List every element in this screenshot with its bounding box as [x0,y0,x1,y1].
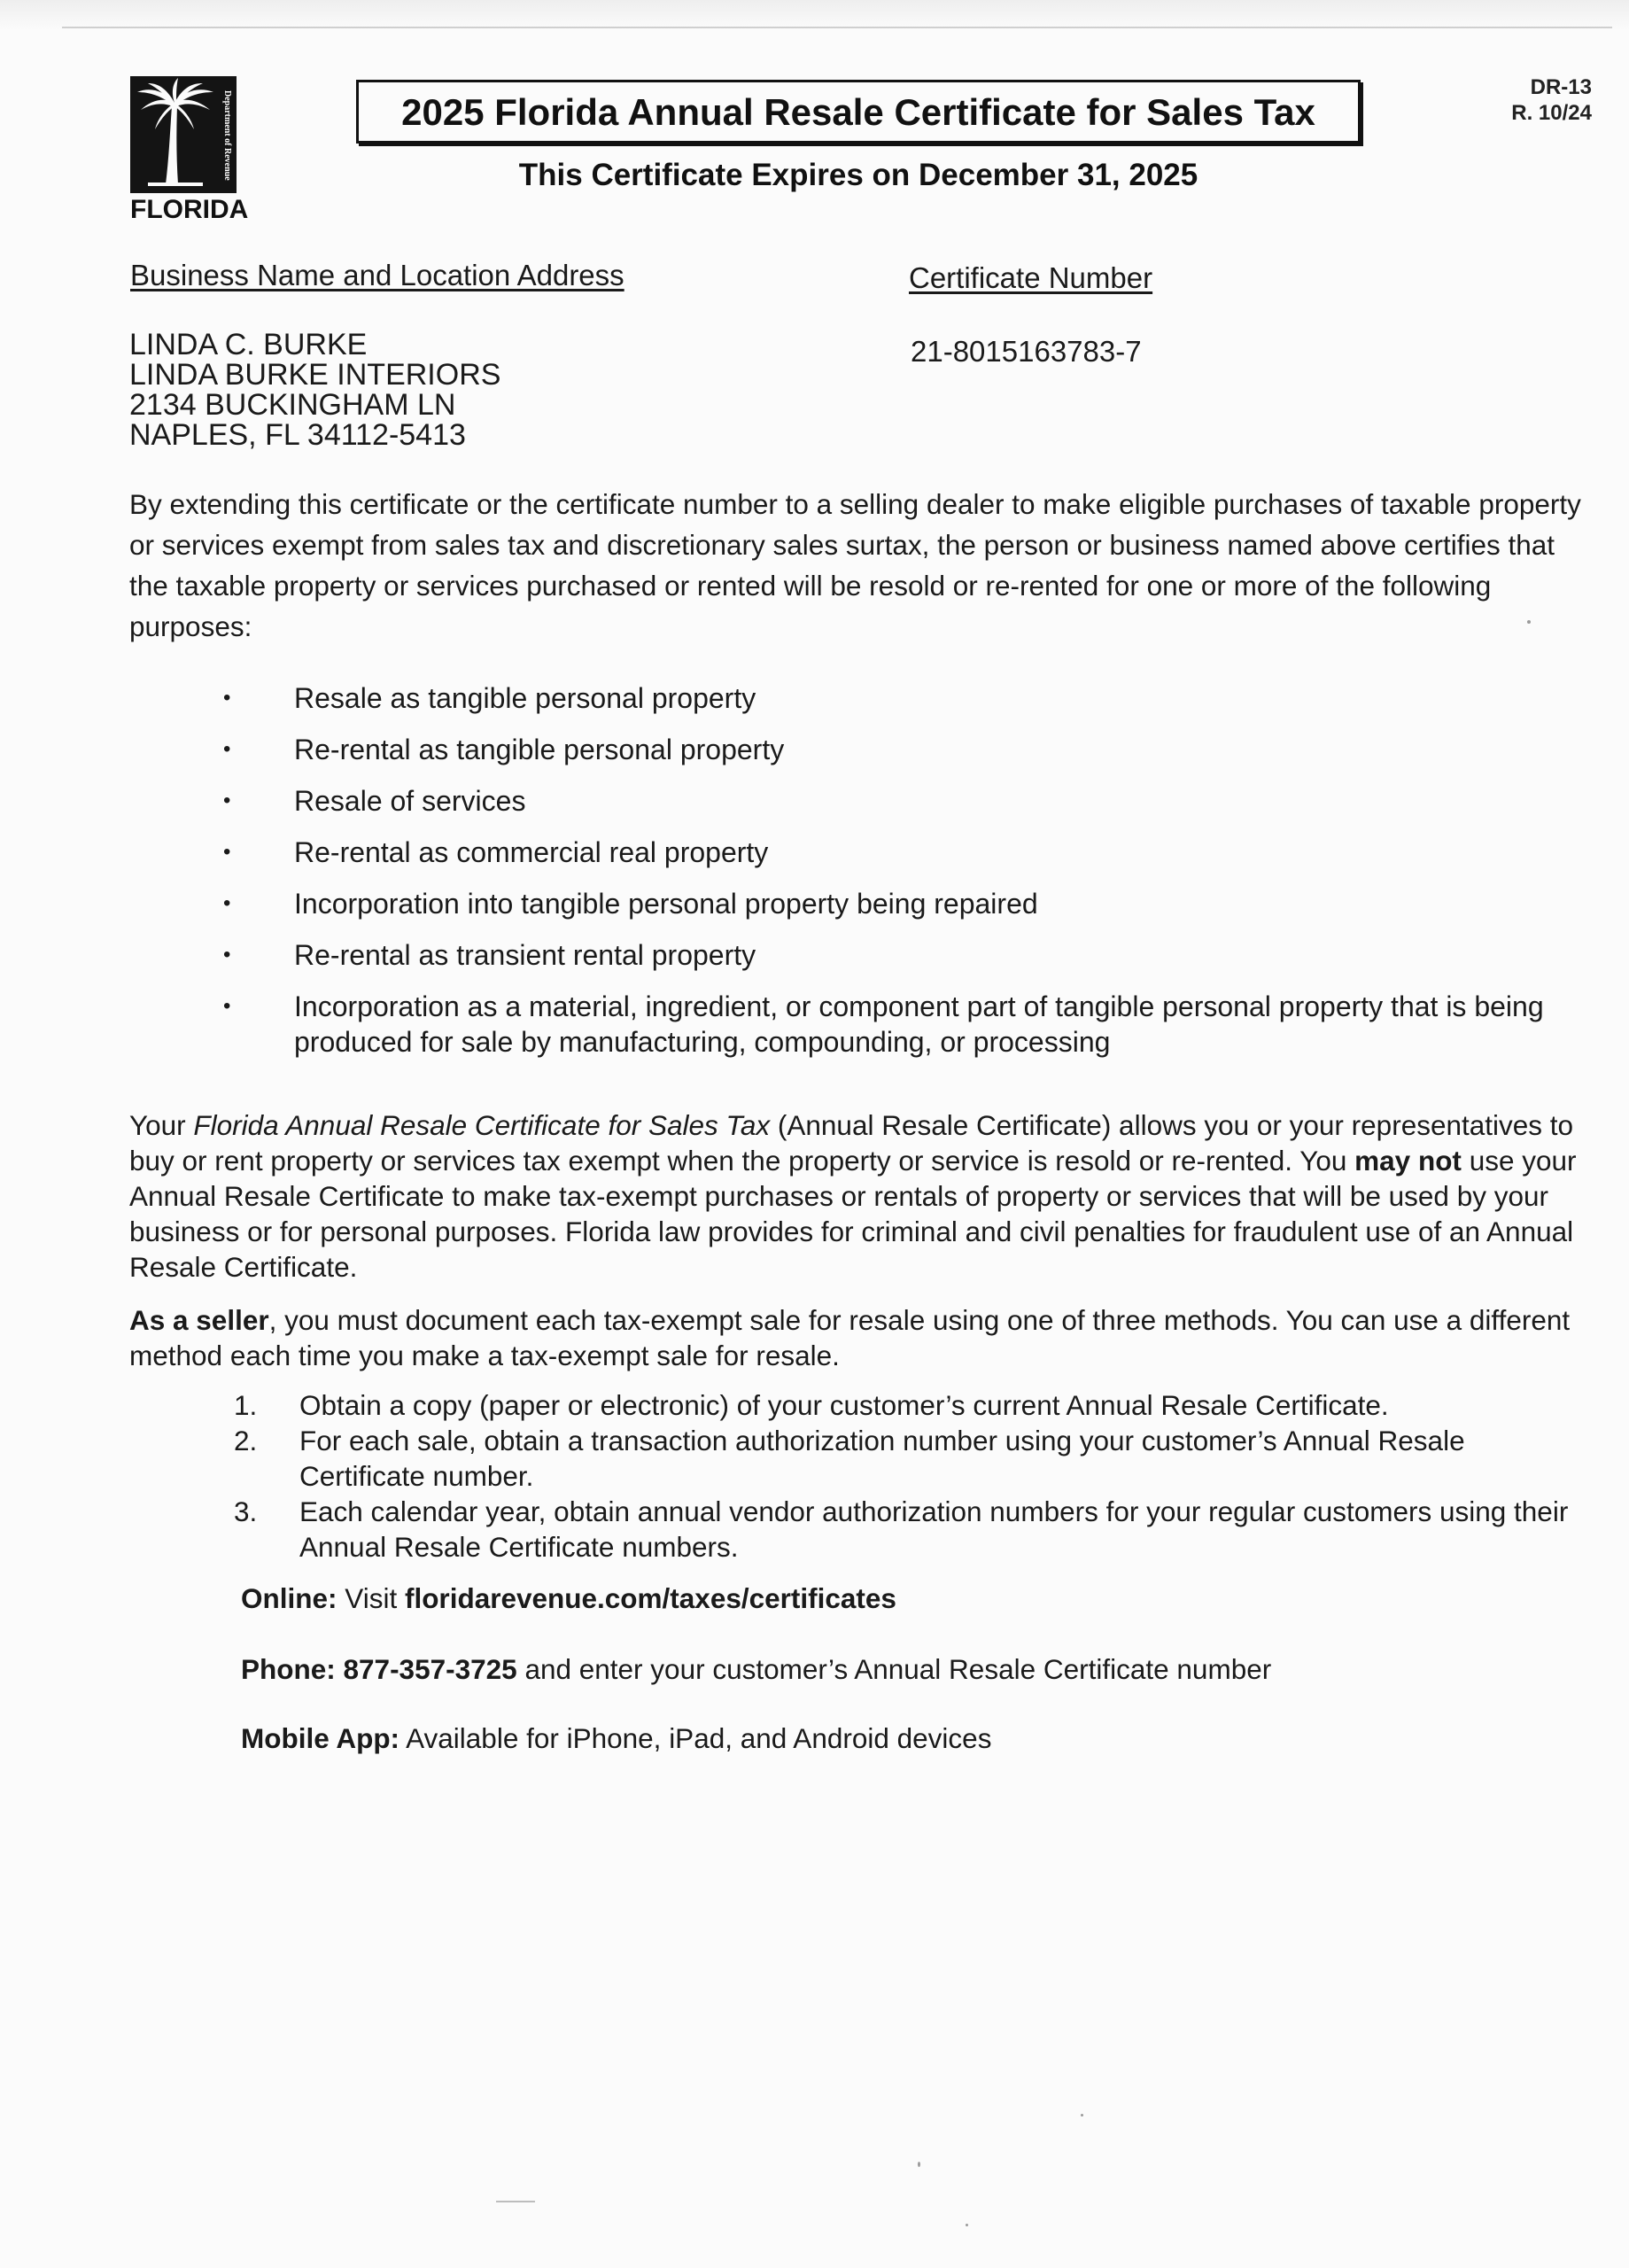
app-label: Mobile App: [241,1722,400,1754]
scan-top-line [62,27,1612,28]
intro-paragraph: By extending this certificate or the certificate number to a selling dealer to make eligible purchases of taxable property or services exempt from sales tax and discretionary sales surtax, the person or business named above certifies that the taxable property or services purchased or rented will be resold or re-rented for one or more of the following purposes: [129,488,1581,642]
usage-tail: use your Annual Resale Certificate to make tax-exempt purchases or rentals of property or services that will be used by your business or for personal purposes. Florida law provides for criminal and civil penalties for fraudulent use of an Annual Resale Certificate. [129,1145,1577,1283]
certificate-number-label: Certificate Number [909,261,1153,294]
scan-mark [496,2201,535,2202]
form-code [1511,74,1592,126]
method-number: 1. [234,1389,258,1421]
purpose-item: • Re-rental as transient rental property [223,937,1579,973]
purpose-item: • Incorporation into tangible personal property being repaired [223,886,1579,921]
method-number: 3. [234,1495,258,1527]
scan-top-edge [0,0,1629,30]
business-address-label: Business Name and Location Address [130,259,624,291]
form-number: DR-13 [1530,75,1592,99]
usage-lead: Your [129,1109,194,1141]
business-street: 2134 BUCKINGHAM LN [129,388,456,422]
purpose-item: • Resale of services [223,783,1579,819]
method-text: Obtain a copy (paper or electronic) of your customer’s current Annual Resale Certificate. [299,1389,1389,1421]
online-label: Online: [241,1582,337,1614]
purpose-item: • Re-rental as commercial real property [223,835,1579,870]
method-number: 2. [234,1425,258,1456]
scan-speck [966,2224,968,2226]
seller-lead: As a seller [129,1304,269,1336]
methods-list [234,1387,1598,1565]
contact-mobile-app [241,1722,991,1755]
phone-text: and enter your customer’s Annual Resale Certificate number [516,1653,1272,1685]
purpose-item: • Re-rental as tangible personal property [223,732,1579,767]
business-address [129,330,500,450]
scan-speck [918,2162,920,2167]
form-revision: R. 10/24 [1511,101,1592,125]
business-name: LINDA BURKE INTERIORS [129,358,501,392]
method-item [234,1423,1598,1494]
palm-tree-graphic [130,76,219,193]
purpose-item: • Incorporation as a material, ingredient, or component part of tangible personal property that is being produced for sale by manufacturing, compounding, or processing [223,989,1579,1060]
online-text: Visit [337,1582,405,1614]
title-box [356,80,1361,144]
method-item [234,1494,1598,1565]
usage-mid: (Annual Resale Certificate) allows you or your representatives to buy or rent property or services tax exempt when the property or service is resold or re-rented. You [129,1109,1574,1177]
purposes-list [223,680,1579,1076]
contact-phone [241,1653,1271,1686]
florida-wordmark: FLORIDA [130,195,249,224]
expiration-notice: This Certificate Expires on December 31, 2025 [518,158,1198,192]
certificate-name: Florida Annual Resale Certificate for Sales Tax [193,1109,771,1141]
scan-speck [1081,2114,1083,2117]
palm-tree-icon [130,76,237,193]
department-label: Department of Revenue [222,90,232,181]
method-text: Each calendar year, obtain annual vendor authorization numbers for your regular customers using their Annual Resale Certificate numbers. [299,1495,1569,1563]
usage-paragraph [129,1107,1582,1285]
online-url: floridarevenue.com/taxes/certificates [404,1582,896,1614]
business-city: NAPLES, FL 34112-5413 [129,418,466,452]
method-text: For each sale, obtain a transaction authorization number using your customer’s Annual Resale Certificate number. [299,1425,1465,1492]
page-title: 2025 Florida Annual Resale Certificate for Sales Tax [401,91,1315,133]
scan-speck [1527,620,1531,624]
phone-number: 877-357-3725 [343,1653,517,1685]
contact-online [241,1582,896,1615]
purpose-item: • Resale as tangible personal property [223,680,1579,716]
seller-text: , you must document each tax-exempt sale for resale using one of three methods. You can use a different method each time you make a tax-exempt sale for resale. [129,1304,1571,1371]
business-owner: LINDA C. BURKE [129,328,368,361]
seller-paragraph [129,1302,1582,1373]
usage-emphasis: may not [1354,1145,1462,1177]
app-text: Available for iPhone, iPad, and Android devices [399,1722,992,1754]
phone-label: Phone: [241,1653,336,1685]
certificate-number: 21-8015163783-7 [911,335,1142,368]
method-item [234,1387,1598,1423]
florida-dor-logo [130,76,249,225]
